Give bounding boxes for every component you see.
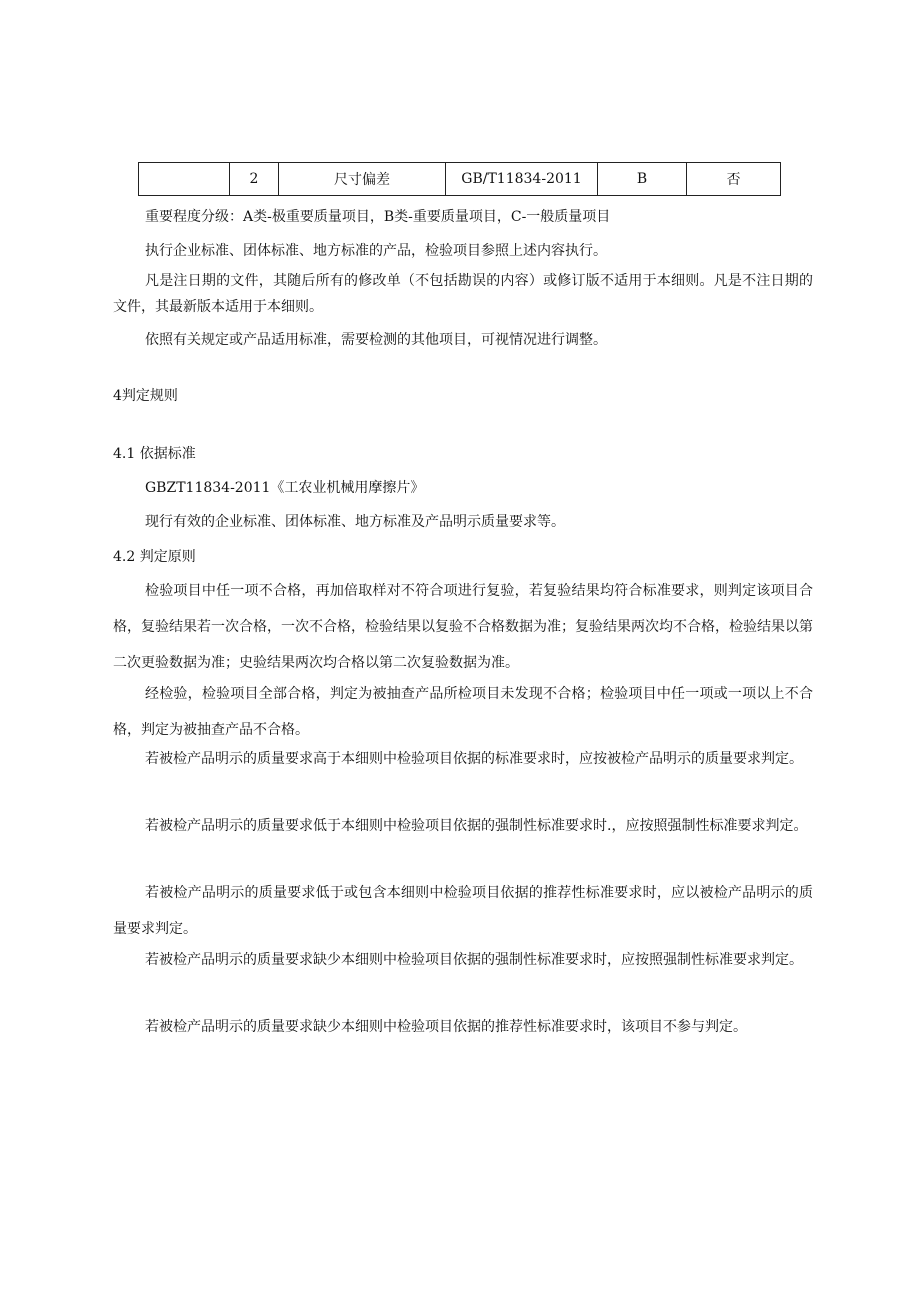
principle-paragraph-5: 若被检产品明示的质量要求低于或包含本细则中检验项目依据的推荐性标准要求时，应以被检产品明示的质量要求判定。 <box>113 885 813 937</box>
section-4-2-title: 4.2 判定原则 <box>113 549 196 565</box>
table-cell-importance: B <box>598 163 687 196</box>
note-other-items: 依照有关规定或产品适用标准，需要检测的其他项目，可视情况进行调整。 <box>145 332 607 348</box>
table-cell-remark: 否 <box>687 163 781 196</box>
principle-paragraph-2: 经检验，检验项目全部合格，判定为被抽查产品所检项目未发现不合格；检验项目中任一项或一项以上不合格，判定为被抽查产品不合格。 <box>113 686 813 738</box>
section-4-1-other: 现行有效的企业标准、团体标准、地方标准及产品明示质量要求等。 <box>145 514 565 530</box>
principle-paragraph-6: 若被检产品明示的质量要求缺少本细则中检验项目依据的强制性标准要求时，应按照强制性标准要求判定。 <box>145 952 803 968</box>
note-enterprise: 执行企业标准、团体标准、地方标准的产品，检验项目参照上述内容执行。 <box>145 243 607 259</box>
note-dated-docs: 凡是注日期的文件，其随后所有的修改单（不包括勘误的内容）或修订版不适用于本细则。凡是不注日期的文件，其最新版本适用于本细则。 <box>113 273 813 315</box>
table-row <box>139 163 781 196</box>
table-cell-category <box>139 163 230 196</box>
section-4-1-standard: GBZT11834-2011《工农业机械用摩擦片》 <box>145 480 425 496</box>
section-4-title: 4判定规则 <box>113 388 178 404</box>
inspection-table <box>138 162 781 196</box>
principle-paragraph-4: 若被检产品明示的质量要求低于本细则中检验项目依据的强制性标准要求时.，应按照强制性标准要求判定。 <box>145 818 808 834</box>
table-cell-standard: GB/T11834-2011 <box>446 163 598 196</box>
table-cell-item: 尺寸偏差 <box>279 163 446 196</box>
note-importance: 重要程度分级：A类-极重要质量项目，B类-重要质量项目，C-一般质量项目 <box>145 209 611 225</box>
table-cell-number: 2 <box>230 163 279 196</box>
principle-paragraph-1: 检验项目中任一项不合格，再加倍取样对不符合项进行复验，若复验结果均符合标准要求，则判定该项目合格，复验结果若一次合格，一次不合格，检验结果以复验不合格数据为准；复验结果两次均不合格，检验结果以第二次更验数据为准；史验结果两次均合格以第二次复验数据为准。 <box>113 583 813 671</box>
principle-paragraph-3: 若被检产品明示的质量要求高于本细则中检验项目依据的标准要求时，应按被检产品明示的质量要求判定。 <box>145 751 803 767</box>
principle-paragraph-7: 若被检产品明示的质量要求缺少本细则中检验项目依据的推荐性标准要求时，该项目不参与判定。 <box>145 1019 747 1035</box>
section-4-1-title: 4.1 依据标准 <box>113 446 196 462</box>
